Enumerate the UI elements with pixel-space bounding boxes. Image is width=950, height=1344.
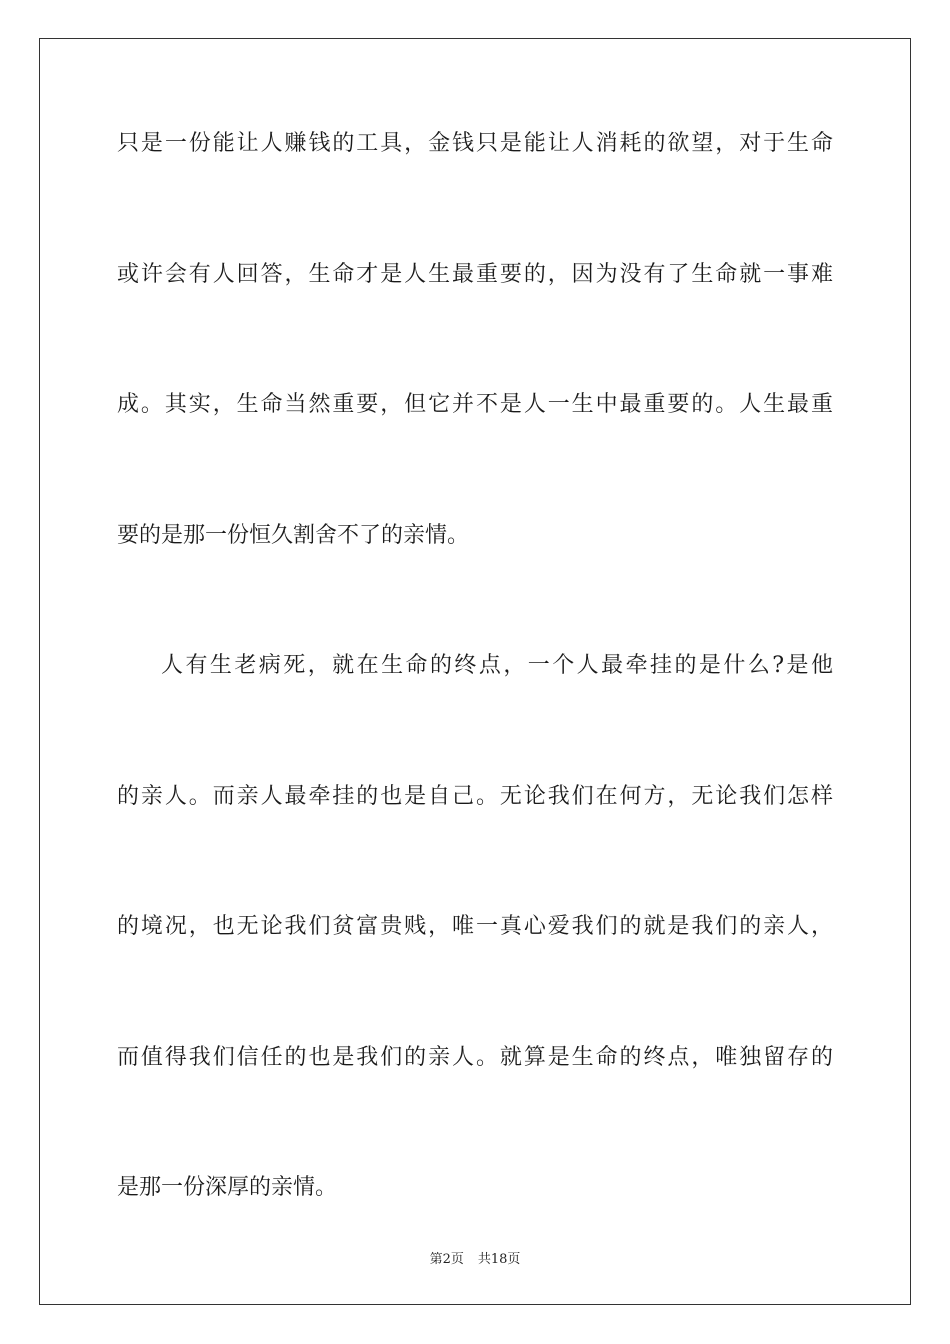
text-line: 或许会有人回答，生命才是人生最重要的，因为没有了生命就一事难 (117, 261, 833, 287)
total-pages: 共18页 (477, 1252, 521, 1267)
paragraph-start-line: 人有生老病死，就在生命的终点，一个人最牵挂的是什么?是他 (161, 653, 833, 678)
document-body (117, 132, 833, 1307)
text-line: 而值得我们信任的也是我们的亲人。就算是生命的终点，唯独留存的 (117, 1044, 833, 1070)
text-line: 要的是那一份恒久割舍不了的亲情。 (117, 522, 470, 548)
page-footer (0, 1248, 950, 1267)
text-line: 的境况，也无论我们贫富贵贱，唯一真心爱我们的就是我们的亲人， (117, 914, 833, 939)
page-number: 第2页 (429, 1252, 464, 1267)
text-line: 是那一份深厚的亲情。 (117, 1175, 338, 1200)
text-line: 的亲人。而亲人最牵挂的也是自己。无论我们在何方，无论我们怎样 (117, 783, 833, 809)
text-line: 成。其实，生命当然重要，但它并不是人一生中最重要的。人生最重 (117, 392, 833, 417)
text-line: 只是一份能让人赚钱的工具，金钱只是能让人消耗的欲望，对于生命 (117, 131, 833, 156)
